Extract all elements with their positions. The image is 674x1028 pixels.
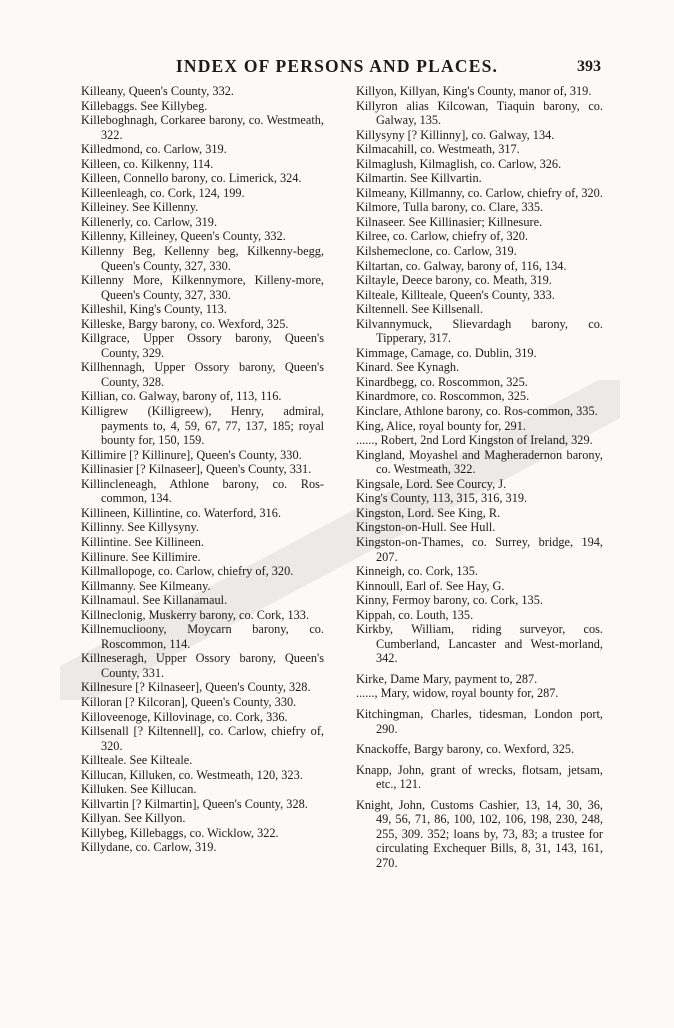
index-entry: Killneclonig, Muskerry barony, co. Cork, 133. <box>81 607 310 622</box>
index-entry: Killinasier [? Kilnaseer], Queen's County, 331. <box>81 462 312 477</box>
index-entry: Killsenall [? Kiltennell], co. Carlow, chiefry of, 320. <box>81 724 324 753</box>
index-entry: Killeiney. See Killenny. <box>81 200 199 215</box>
index-entry: Kinclare, Athlone barony, co. Ros-common, 335. <box>356 404 598 419</box>
index-entry: Killebaggs. See Killybeg. <box>81 98 208 113</box>
index-entry: Kinardbegg, co. Roscommon, 325. <box>356 374 528 389</box>
index-entry: Killyan. See Killyon. <box>81 811 186 826</box>
index-entry: Killineen, Killintine, co. Waterford, 316. <box>81 505 281 520</box>
index-entry: Killnemuclioony, Moycarn barony, co. Roscommon, 114. <box>81 622 324 651</box>
index-entry: Killybeg, Killebaggs, co. Wicklow, 322. <box>81 825 279 840</box>
index-entry: Kilmeany, Killmanny, co. Carlow, chiefry of, 320. <box>356 185 603 200</box>
index-entry: Knackoffe, Bargy barony, co. Wexford, 325. <box>356 742 575 757</box>
index-entry: King, Alice, royal bounty for, 291. <box>356 418 526 433</box>
index-entry: Kilnaseer. See Killinasier; Killnesure. <box>356 214 543 229</box>
index-entry: Killmallopoge, co. Carlow, chiefry of, 320. <box>81 564 294 579</box>
index-entry: Killysyny [? Killinny], co. Galway, 134. <box>356 127 555 142</box>
index-entry: Killeshil, King's County, 113. <box>81 302 227 317</box>
index-entry: Kingston-on-Thames, co. Surrey, bridge, 194, 207. <box>356 534 603 564</box>
index-entry: Kippah, co. Louth, 135. <box>356 607 474 622</box>
index-entry: Kiltayle, Deece barony, co. Meath, 319. <box>356 273 552 288</box>
index-column-left <box>81 84 324 855</box>
index-entry: Killoveenoge, Killovinage, co. Cork, 336. <box>81 709 288 724</box>
index-entry: Kilvannymuck, Slievardagh barony, co. Tipperary, 317. <box>356 316 603 346</box>
index-entry: ......, Mary, widow, royal bounty for, 287. <box>356 686 559 701</box>
index-entry: Kiltennell. See Killsenall. <box>356 302 484 317</box>
index-entry: Killvartin [? Kilmartin], Queen's County, 328. <box>81 796 308 811</box>
index-entry: King's County, 113, 315, 316, 319. <box>356 491 528 506</box>
index-entry: Kingston-on-Hull. See Hull. <box>356 520 496 535</box>
index-entry: Kingston, Lord. See King, R. <box>356 505 501 520</box>
index-entry: Killian, co. Galway, barony of, 113, 116. <box>81 389 282 404</box>
index-entry: Kilshemeclone, co. Carlow, 319. <box>356 244 517 259</box>
index-entry: Kinnoull, Earl of. See Hay, G. <box>356 578 505 593</box>
index-entry: Kilmacahill, co. Westmeath, 317. <box>356 142 520 157</box>
index-entry: Kiltartan, co. Galway, barony of, 116, 134. <box>356 258 567 273</box>
index-entry: Kinard. See Kynagh. <box>356 360 460 375</box>
index-entry: Killnesure [? Kilnaseer], Queen's County, 328. <box>81 680 311 695</box>
index-entry: Kitchingman, Charles, tidesman, London port, 290. <box>356 706 603 736</box>
index-entry: Killyon, Killyan, King's County, manor of, 319. <box>356 84 592 98</box>
index-entry: Kinardmore, co. Roscommon, 325. <box>356 389 530 404</box>
index-entry: Killenny More, Kilkennymore, Killeny-more, Queen's County, 327, 330. <box>81 273 324 302</box>
index-entry: Knapp, John, grant of wrecks, flotsam, jetsam, etc., 121. <box>356 762 603 792</box>
index-entry: Killeske, Bargy barony, co. Wexford, 325. <box>81 316 289 331</box>
index-entry: Killeboghnagh, Corkaree barony, co. Westmeath, 322. <box>81 113 324 142</box>
index-entry: Killincleneagh, Athlone barony, co. Ros-common, 134. <box>81 476 324 506</box>
index-entry: Kirkby, William, riding surveyor, cos. Cumberland, Lancaster and West-morland, 342. <box>356 622 603 666</box>
index-entry: Killyron alias Kilcowan, Tiaquin barony, co. Galway, 135. <box>356 98 603 128</box>
page-header <box>0 56 674 82</box>
page-number: 393 <box>577 58 601 75</box>
index-entry: Killeen, co. Kilkenny, 114. <box>81 156 214 171</box>
index-entry: Killneseragh, Upper Ossory barony, Queen's County, 331. <box>81 651 324 680</box>
index-entry: Killgrace, Upper Ossory barony, Queen's County, 329. <box>81 331 324 360</box>
index-entry: Kilmore, Tulla barony, co. Clare, 335. <box>356 200 544 215</box>
index-entry: Killteale. See Kilteale. <box>81 753 193 768</box>
index-entry: Killuken. See Killucan. <box>81 782 197 797</box>
index-entry: Killucan, Killuken, co. Westmeath, 120, 323. <box>81 767 303 782</box>
index-entry: Killeenleagh, co. Cork, 124, 199. <box>81 185 245 200</box>
index-entry: Killedmond, co. Carlow, 319. <box>81 142 227 157</box>
index-entry: Killenny Beg, Kellenny beg, Kilkenny-begg, Queen's County, 327, 330. <box>81 244 324 273</box>
running-title: INDEX OF PERSONS AND PLACES. <box>175 56 499 76</box>
index-entry: Kingsale, Lord. See Courcy, J. <box>356 476 507 491</box>
index-entry: Kingland, Moyashel and Magheradernon barony, co. Westmeath, 322. <box>356 447 603 477</box>
index-entry: Kinneigh, co. Cork, 135. <box>356 564 478 579</box>
index-entry: Killinny. See Killysyny. <box>81 520 199 535</box>
index-entry: Kinny, Fermoy barony, co. Cork, 135. <box>356 593 543 608</box>
index-entry: Killintine. See Killineen. <box>81 534 204 549</box>
index-entry: Killenerly, co. Carlow, 319. <box>81 214 218 229</box>
index-entry: Killeany, Queen's County, 332. <box>81 84 234 98</box>
index-entry: Killimire [? Killinure], Queen's County, 330. <box>81 447 302 462</box>
index-entry: Knight, John, Customs Cashier, 13, 14, 30, 36, 49, 56, 71, 86, 100, 102, 106, 198, 230, 248, 255, 309. 352; loans by, 73, 83; a trustee for circulating Exchequer Bills, 8, 31, 143, 161, 270. <box>356 797 603 870</box>
index-entry: Killoran [? Kilcoran], Queen's County, 330. <box>81 694 297 709</box>
index-entry: Kirke, Dame Mary, payment to, 287. <box>356 671 538 686</box>
index-column-right <box>356 84 603 870</box>
index-entry: Killnamaul. See Killanamaul. <box>81 593 228 608</box>
index-entry: Killeen, Connello barony, co. Limerick, 324. <box>81 171 302 186</box>
index-entry: Kimmage, Camage, co. Dublin, 319. <box>356 345 537 360</box>
index-entry: Kilteale, Killteale, Queen's County, 333. <box>356 287 555 302</box>
index-entry: Kilree, co. Carlow, chiefry of, 320. <box>356 229 528 244</box>
index-entry: Killydane, co. Carlow, 319. <box>81 840 217 855</box>
index-entry: Killmanny. See Kilmeany. <box>81 578 211 593</box>
index-entry: Killinure. See Killimire. <box>81 549 201 564</box>
index-entry: Kilmartin. See Killvartin. <box>356 171 482 186</box>
index-entry: Killenny, Killeiney, Queen's County, 332. <box>81 229 286 244</box>
index-entry: Killhennagh, Upper Ossory barony, Queen's County, 328. <box>81 360 324 389</box>
index-entry: Kilmaglush, Kilmaglish, co. Carlow, 326. <box>356 156 562 171</box>
index-entry: Killigrew (Killigreew), Henry, admiral, payments to, 4, 59, 67, 77, 137, 185; royal bounty for, 150, 159. <box>81 404 324 448</box>
index-entry: ......, Robert, 2nd Lord Kingston of Ireland, 329. <box>356 433 593 448</box>
